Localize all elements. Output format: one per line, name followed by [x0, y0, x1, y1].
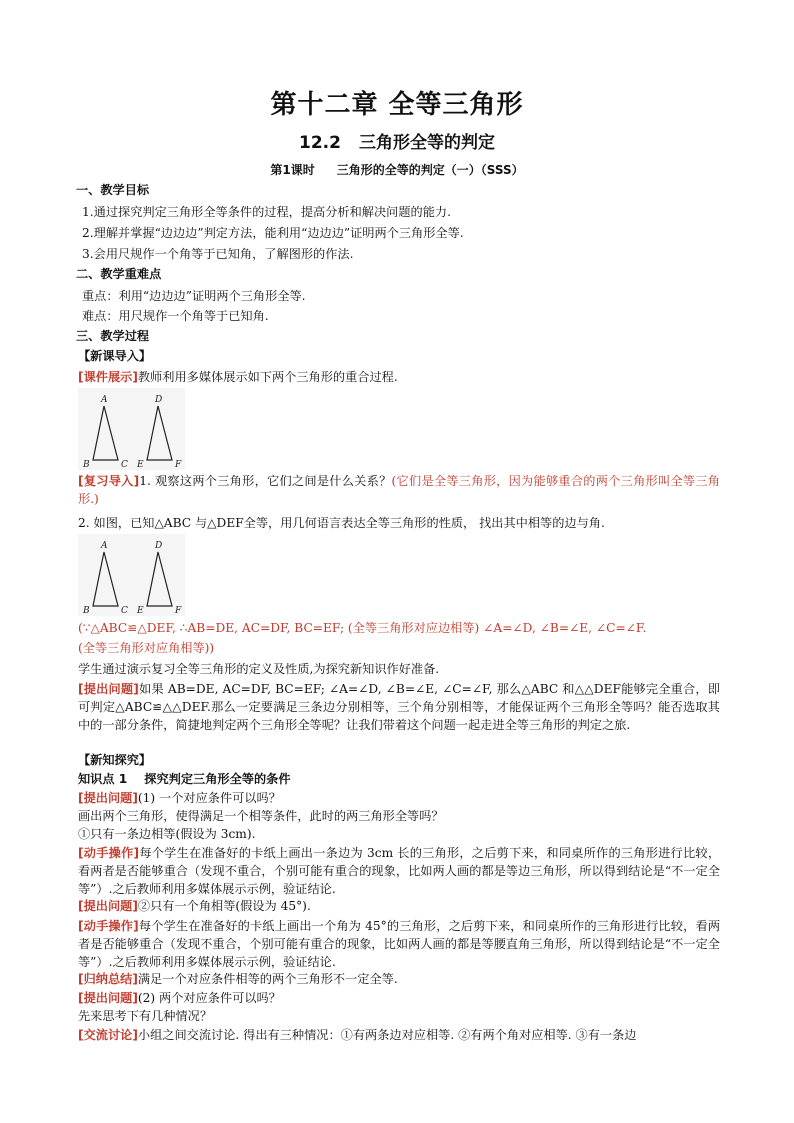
vertex-label-e: E: [137, 606, 144, 616]
triangle-abc: [93, 552, 118, 606]
triangles-figure-1: [78, 388, 185, 470]
triangle-abc: [93, 406, 118, 460]
q2-text: (2) 两个对应条件可以吗？: [137, 991, 281, 1005]
review-tag: [复习导入]: [78, 474, 140, 488]
vertex-label-e: E: [137, 460, 144, 470]
disc-text: 小组之间交流讨论. 得出有三种情况：①有两条边对应相等. ②有两个角对应相等. ③有一条边: [137, 1028, 637, 1042]
goal-item: 3.会用尺规作一个角等于已知角，了解图形的作法.: [82, 247, 354, 261]
vertex-label-b: B: [83, 460, 90, 470]
knowledge-point-title: [78, 771, 728, 787]
vertex-label-b: B: [83, 606, 90, 616]
q2-line: [78, 990, 728, 1006]
sum-text: 满足一个对应条件相等的两个三角形不一定全等.: [137, 972, 398, 986]
difficulty-point: 难点：用尺规作一个角等于已知角.: [82, 309, 269, 323]
q1b-line: [78, 898, 728, 914]
kp-title: 探究判定三角形全等的条件: [144, 772, 291, 786]
q2-tag: [提出问题]: [78, 991, 138, 1005]
triangles-svg: [78, 534, 185, 616]
triangle-def: [147, 406, 172, 460]
review-q: 1. 观察这两个三角形，它们之间是什么关系？: [139, 474, 392, 488]
q1-line-2: 画出两个三角形，使得满足一个相等条件，此时的两三角形全等吗？: [78, 809, 444, 823]
op-tag: [动手操作]: [78, 846, 140, 860]
lesson-number: 第1课时: [270, 163, 315, 177]
vertex-label-a: A: [101, 541, 108, 551]
summary-line: [78, 971, 728, 987]
explore-heading: 【新知探究】: [78, 753, 152, 767]
focus-point: 重点：利用“边边边”证明两个三角形全等.: [82, 289, 306, 303]
q1-tag: [提出问题]: [78, 791, 138, 805]
vertex-label-f: F: [175, 606, 182, 616]
section-number: 12.2: [299, 133, 341, 153]
section-title: [0, 128, 794, 153]
disc-tag: [交流讨论]: [78, 1028, 138, 1042]
lesson-name: 三角形的全等的判定（一）（SSS）: [336, 163, 524, 177]
vertex-label-f: F: [175, 460, 182, 470]
q1b-text: ②只有一个角相等(假设为 45°).: [137, 899, 311, 913]
review-answer: (它们是全等三角形，因为能够重合的两个三角形叫全等三角形.): [78, 474, 720, 506]
triangle-def: [147, 552, 172, 606]
q1-text: (1) 一个对应条件可以吗？: [137, 791, 281, 805]
lesson-title: [0, 161, 794, 178]
vertex-label-a: A: [101, 395, 108, 405]
answer-line-2: (全等三角形对应角相等)): [78, 641, 215, 655]
triangles-figure-2: [78, 534, 185, 616]
show-line: [78, 369, 728, 385]
q1b-tag: [提出问题]: [78, 899, 138, 913]
show-tag: [课件展示]: [78, 370, 138, 384]
intro-heading: 【新课导入】: [78, 349, 152, 363]
q1-line: [78, 790, 728, 806]
vertex-label-d: D: [155, 541, 163, 551]
op2-tag: [动手操作]: [78, 919, 139, 933]
vertex-label-c: C: [121, 606, 128, 616]
raise-tag: [提出问题]: [78, 682, 139, 696]
review-summary: 学生通过演示复习全等三角形的定义及性质,为探究新知识作好准备.: [78, 662, 440, 676]
question-2: 2. 如图，已知△ABC 与△DEF全等，用几何语言表达全等三角形的性质， 找出其中相等的边与角.: [78, 516, 605, 530]
process-heading: 三、教学过程: [76, 329, 150, 343]
vertex-label-d: D: [155, 395, 163, 405]
goal-item: 1.通过探究判定三角形全等条件的过程，提高分析和解决问题的能力.: [82, 205, 451, 219]
kp-label: 知识点 1: [78, 772, 128, 786]
q2-line-2: 先来思考下有几种情况？: [78, 1009, 213, 1023]
keypoints-heading: 二、教学重难点: [76, 267, 162, 281]
goals-heading: 一、教学目标: [76, 183, 150, 197]
section-name: 三角形全等的判定: [358, 133, 495, 153]
op2-text: 每个学生在准备好的卡纸上画出一个角为 45°的三角形，之后剪下来，和同桌所作的三角形进行比较，看两者是否能够重合（发现不重合，个别可能有重合的现象，比如两人画的都是等腰直角三角形，所以得到结论是“不一定全等”）.之后教师利用多媒体展示示例，验证结论.: [78, 919, 721, 969]
vertex-label-c: C: [121, 460, 128, 470]
discussion-line: [78, 1027, 728, 1043]
operation-2: [78, 917, 720, 971]
operation-1: [78, 844, 720, 898]
sum-tag: [归纳总结]: [78, 972, 138, 986]
raise-question: [78, 680, 720, 734]
answer-line-1: (∵△ABC≌△DEF, ∴AB=DE, AC=DF, BC=EF; (全等三角形对应边相等) ∠A=∠D, ∠B=∠E, ∠C=∠F.: [78, 621, 647, 635]
op1-text: 每个学生在准备好的卡纸上画出一条边为 3cm 长的三角形，之后剪下来，和同桌所作的三角形进行比较，看两者是否能够重合（发现不重合，个别可能有重合的现象，比如两人画的都是等边三角形，所以得到结论是“不一定全等”）.之后教师利用多媒体展示示例，验证结论.: [78, 846, 721, 896]
goal-item: 2.理解并掌握“边边边”判定方法，能利用“边边边”证明两个三角形全等.: [82, 226, 464, 240]
review-question: [78, 472, 720, 508]
raise-text: 如果 AB=DE, AC=DF, BC=EF; ∠A=∠D, ∠B=∠E, ∠C=∠F, 那么△ABC 和△△DEF能够完全重合，即可判定△ABC≌△△DEF.那么一定要满足三条边分别相等，三个角分别相等，才能保证两个三角形全等吗？能否选取其中的一部分条件，简捷地判定两个三角形全等呢？让我们带着这个问题一起走进全等三角形的判定之旅.: [78, 682, 721, 732]
triangles-svg: [78, 388, 185, 470]
show-text: 教师利用多媒体展示如下两个三角形的重合过程.: [137, 370, 398, 384]
q1-case-1: ①只有一条边相等(假设为 3cm).: [78, 827, 256, 841]
chapter-title: 第十二章 全等三角形: [270, 90, 524, 120]
